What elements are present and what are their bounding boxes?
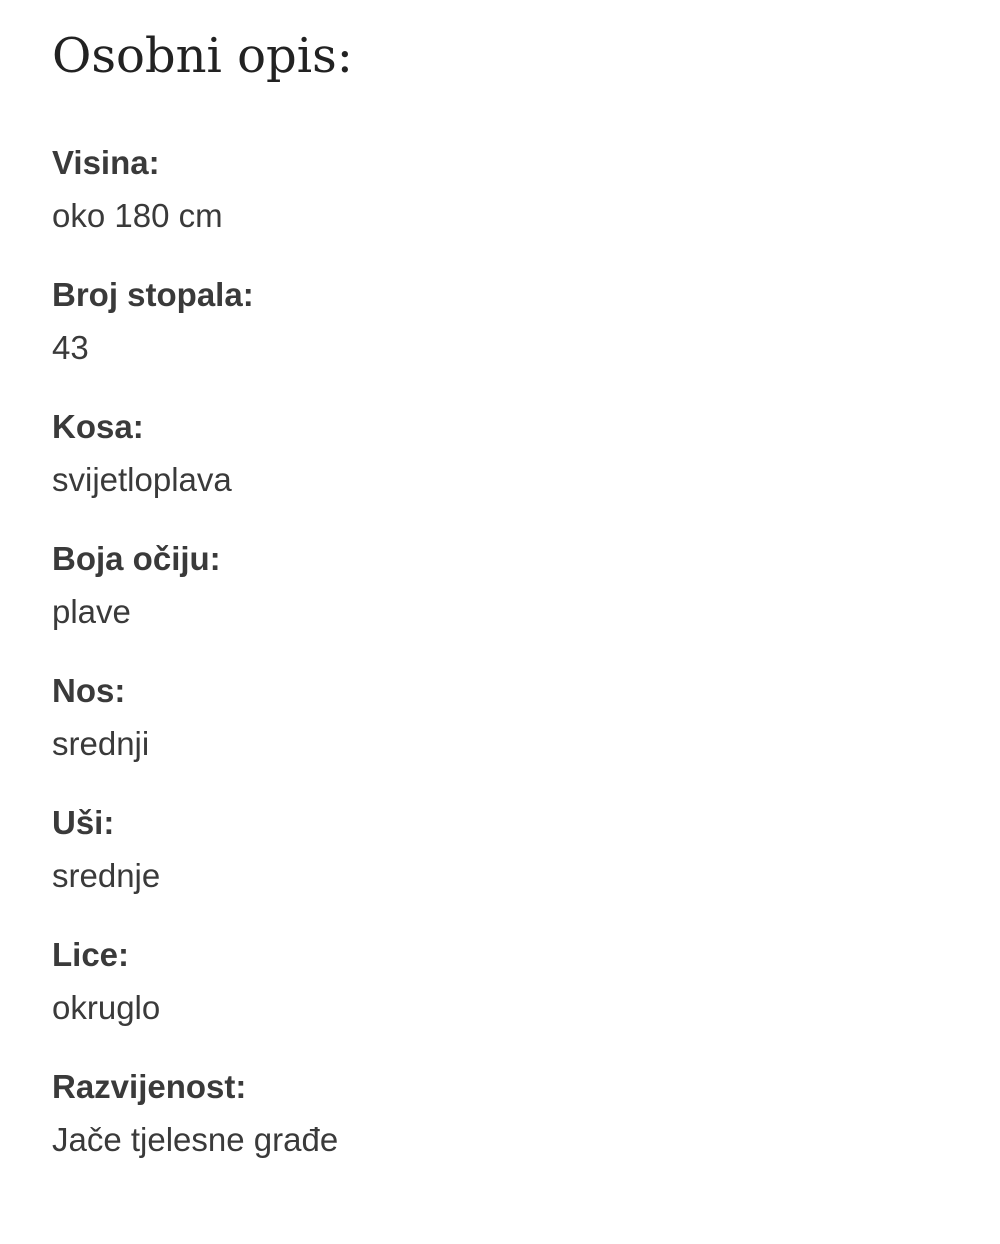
field-label: Lice:: [52, 936, 130, 973]
field-nose: [52, 671, 952, 764]
page-title: Osobni opis:: [52, 28, 353, 84]
field-value: Jače tjelesne građe: [52, 1121, 339, 1158]
field-face: [52, 935, 952, 1028]
field-label: Visina:: [52, 144, 160, 181]
field-ears: [52, 803, 952, 896]
field-eye-color: [52, 539, 952, 632]
field-value: srednje: [52, 857, 161, 894]
field-hair: [52, 407, 952, 500]
field-value: plave: [52, 593, 131, 630]
field-value: oko 180 cm: [52, 197, 223, 234]
field-height: [52, 143, 952, 236]
field-label: Nos:: [52, 672, 126, 709]
field-value: svijetloplava: [52, 461, 232, 498]
field-label: Broj stopala:: [52, 276, 254, 313]
field-label: Razvijenost:: [52, 1068, 247, 1105]
field-label: Kosa:: [52, 408, 144, 445]
field-build: [52, 1067, 952, 1160]
field-label: Boja očiju:: [52, 540, 221, 577]
field-label: Uši:: [52, 804, 115, 841]
field-shoe-size: [52, 275, 952, 368]
field-value: okruglo: [52, 989, 161, 1026]
field-value: srednji: [52, 725, 150, 762]
field-value: 43: [52, 329, 89, 366]
